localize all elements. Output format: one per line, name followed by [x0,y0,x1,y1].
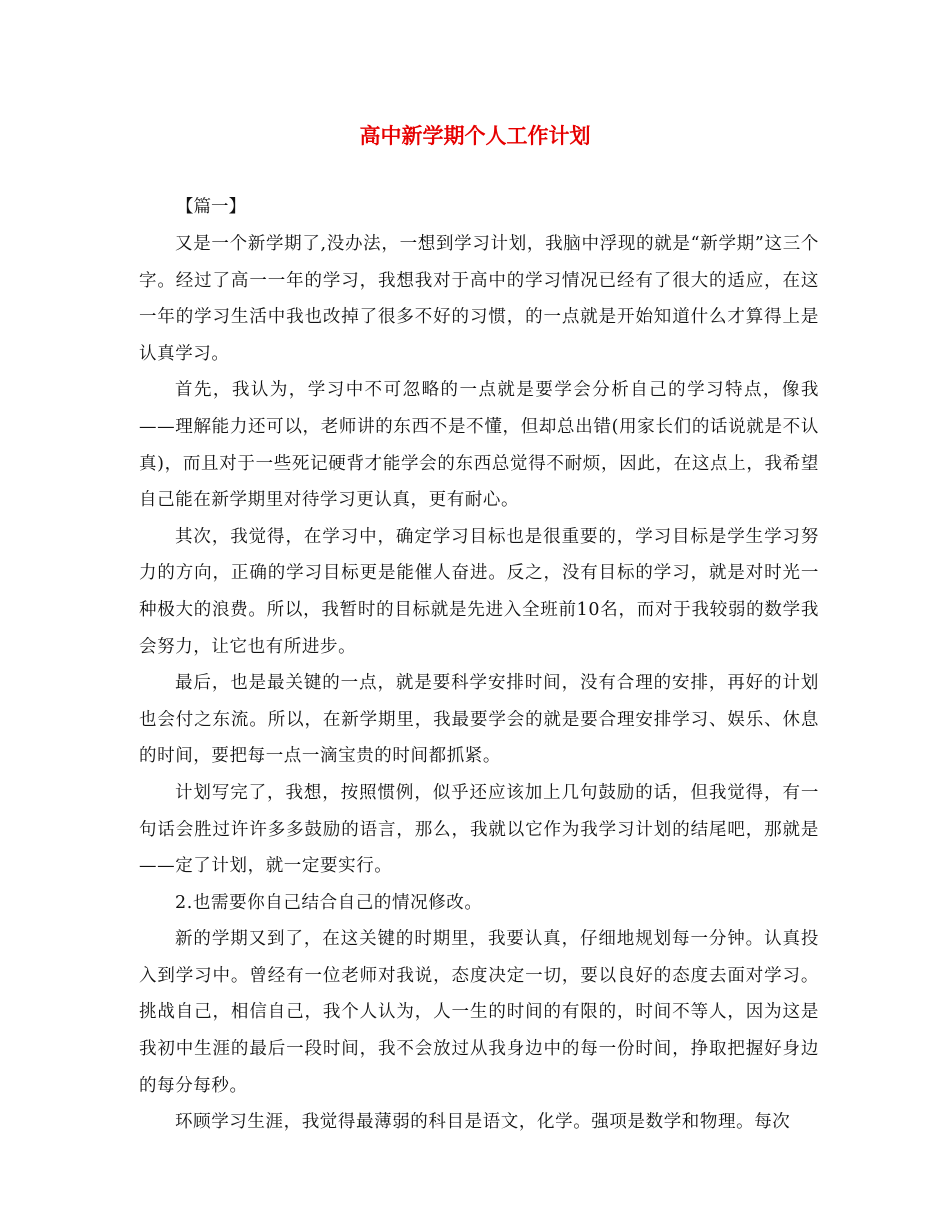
paragraph: 又是一个新学期了,没办法，一想到学习计划，我脑中浮现的就是“新学期”这三个字。经过了高一一年的学习，我想我对于高中的学习情况已经有了很大的适应，在这一年的学习生活中我也改掉了很多不好的习惯，的一点就是开始知道什么才算得上是认真学习。 [139,234,819,364]
paragraph: 计划写完了，我想，按照惯例，似乎还应该加上几句鼓励的话，但我觉得，有一句话会胜过许许多多鼓励的语言，那么，我就以它作为我学习计划的结尾吧，那就是——定了计划，就一定要实行。 [139,782,819,877]
paragraph: 新的学期又到了，在这关键的时期里，我要认真，仔细地规划每一分钟。认真投入到学习中。曾经有一位老师对我说，态度决定一切，要以良好的态度去面对学习。挑战自己，相信自己，我个人认为，人一生的时间的有限的，时间不等人，因为这是我初中生涯的最后一段时间，我不会放过从我身边中的每一份时间，挣取把握好身边的每分每秒。 [139,929,819,1096]
paragraph: 2.也需要你自己结合自己的情况修改。 [175,892,483,913]
paragraph: 环顾学习生涯，我觉得最薄弱的科目是语文，化学。强项是数学和物理。每次 [175,1112,791,1133]
document-body [139,226,819,1141]
paragraph: 首先，我认为，学习中不可忽略的一点就是要学会分析自己的学习特点，像我——理解能力还可以，老师讲的东西不是不懂，但却总出错(用家长们的话说就是不认真)，而且对于一些死记硬背才能学会的东西总觉得不耐烦，因此，在这点上，我希望自己能在新学期里对待学习更认真，更有耐心。 [139,380,819,511]
document-title: 高中新学期个人工作计划 [359,123,591,148]
paragraph: 最后，也是最关键的一点，就是要科学安排时间，没有合理的安排，再好的计划也会付之东流。所以，在新学期里，我最要学会的就是要合理安排学习、娱乐、休息的时间，要把每一点一滴宝贵的时间都抓紧。 [139,673,819,767]
paragraph: 其次，我觉得，在学习中，确定学习目标也是很重要的，学习目标是学生学习努力的方向，正确的学习目标更是能催人奋进。反之，没有目标的学习，就是对时光一种极大的浪费。所以，我暂时的目标就是先进入全班前10名，而对于我较弱的数学我会努力，让它也有所进步。 [139,526,819,657]
section-label: 【篇一】 [176,197,246,217]
